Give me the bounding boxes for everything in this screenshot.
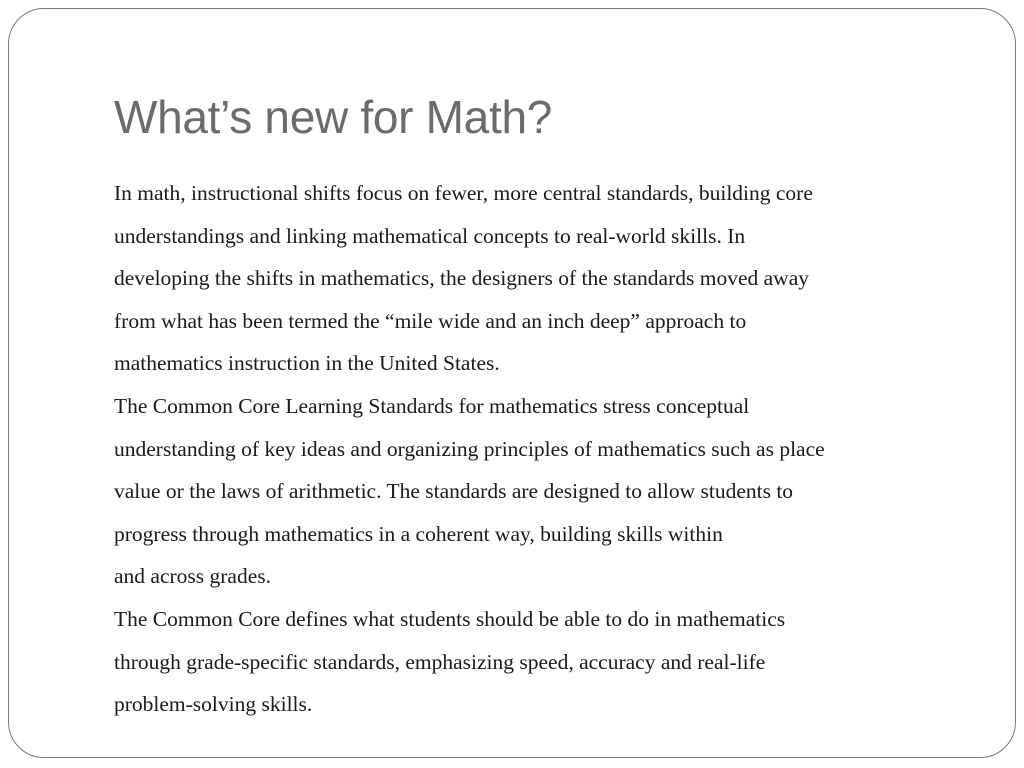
slide-body [114,172,964,726]
text-line: value or the laws of arithmetic. The standards are designed to allow students to [114,479,794,504]
paragraph-standards [114,385,964,598]
text-line: The Common Core defines what students should be able to do in mathematics [114,606,786,631]
text-line: through grade-specific standards, emphasizing speed, accuracy and real-life [114,649,766,674]
paragraph-common-core [114,598,964,726]
text-line: progress through mathematics in a coherent way, building skills within [114,521,723,546]
slide-frame [8,8,1016,758]
text-line: understanding of key ideas and organizing principles of mathematics such as place [114,436,825,461]
slide-title: What’s new for Math? [114,91,553,143]
paragraph-intro [114,172,964,385]
text-line: In math, instructional shifts focus on fewer, more central standards, building core [114,181,813,205]
text-line: developing the shifts in mathematics, the designers of the standards moved away [114,266,809,291]
text-line: problem-solving skills. [114,692,313,717]
text-line: The Common Core Learning Standards for mathematics stress conceptual [114,393,750,418]
text-line: mathematics instruction in the United States. [114,351,500,376]
text-line: understandings and linking mathematical concepts to real-world skills. In [114,223,746,248]
text-line: and across grades. [114,564,272,589]
text-line: from what has been termed the “mile wide and an inch deep” approach to [114,308,747,333]
